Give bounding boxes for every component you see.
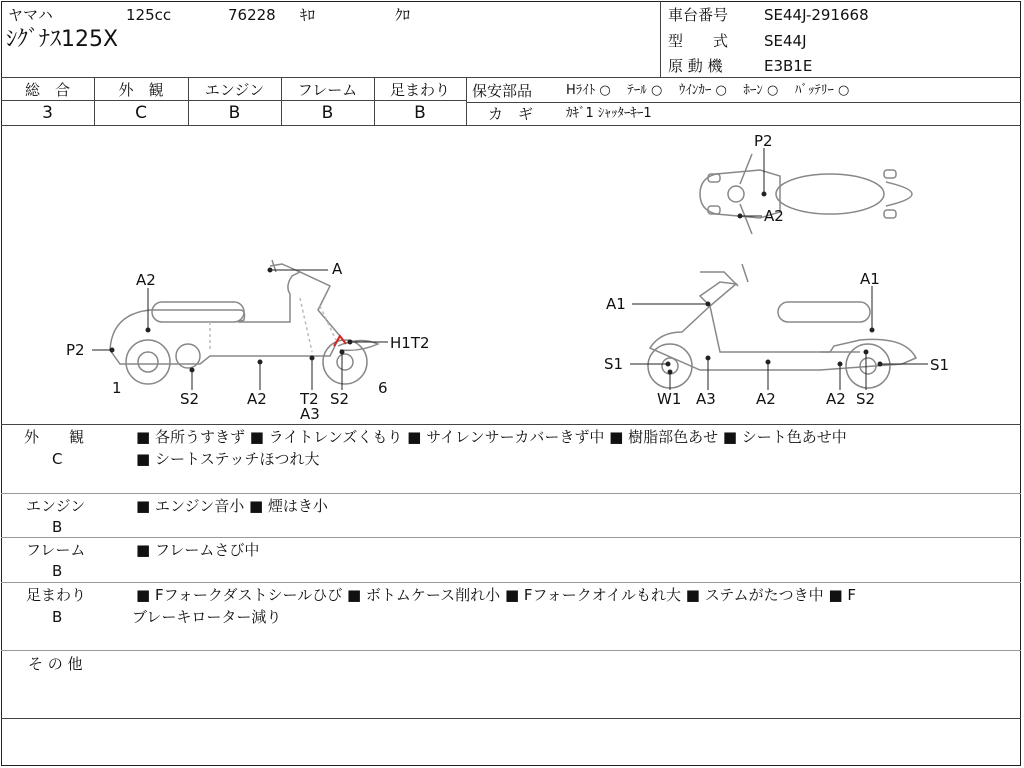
comment-engine-grade: B	[52, 518, 63, 536]
label-s1-right-a: S1	[604, 355, 624, 373]
mileage: 76228	[228, 6, 276, 24]
divider	[466, 77, 467, 125]
comment-exterior-grade: C	[52, 450, 63, 468]
label-a2-right-b: A2	[826, 390, 846, 408]
comment-suspension-line1: ■ Fフォークダストシールひび ■ ボトムケース削れ小 ■ Fフォークオイルもれ大 ■ ステムがたつき中 ■ F	[136, 586, 857, 604]
comment-exterior-line1: ■ 各所うすきず ■ ライトレンズくもり ■ サイレンサーカバーきず中 ■ 樹脂部色あせ ■ シート色あせ中	[136, 428, 847, 446]
displacement: 125cc	[126, 6, 172, 24]
label-s2-right: S2	[856, 390, 876, 408]
grade-total-label: 総 合	[24, 81, 70, 99]
comment-suspension-line2: ブレーキローター減り	[132, 608, 282, 626]
label-a3-left: A3	[300, 405, 320, 423]
label-a-left: A	[332, 260, 343, 278]
mileage-unit: ｷﾛ	[300, 6, 316, 24]
label-h1t2-left: H1T2	[390, 334, 430, 352]
label-a2-left-top: A2	[136, 271, 156, 289]
grade-engine-label: エンジン	[204, 81, 265, 99]
divider	[1, 77, 1021, 78]
label-a2-right-a: A2	[756, 390, 776, 408]
key-label: カ ギ	[488, 105, 534, 123]
label-a2-top: A2	[764, 207, 784, 225]
divider	[1, 582, 1021, 583]
grade-suspension-value: B	[414, 103, 426, 123]
divider	[1, 424, 1021, 425]
chassis-value: SE44J-291668	[764, 6, 869, 24]
grade-exterior-value: C	[135, 103, 147, 123]
divider	[466, 102, 1021, 103]
color: ｸﾛ	[395, 6, 411, 24]
comment-engine-line1: ■ エンジン音小 ■ 煙はき小	[136, 497, 328, 515]
label-s1-right-b: S1	[930, 356, 950, 374]
comment-suspension-grade: B	[52, 608, 63, 626]
top-view-scooter	[700, 154, 912, 234]
safety-item-battery: ﾊﾞｯﾃﾘｰ ○	[794, 83, 850, 98]
comment-frame-grade: B	[52, 562, 63, 580]
grade-frame-label: フレーム	[297, 81, 358, 99]
divider	[1, 493, 1021, 494]
grade-exterior-label: 外 観	[118, 81, 164, 99]
type-value: SE44J	[764, 32, 807, 50]
safety-item-tail: ﾃｰﾙ ○	[627, 83, 663, 98]
safety-item-horn: ﾎｰﾝ ○	[743, 83, 779, 98]
safety-label: 保安部品	[472, 82, 533, 100]
vehicle-diagram	[0, 126, 1024, 424]
divider	[1, 650, 1021, 651]
chassis-label: 車台番号	[668, 6, 729, 24]
key-value: ｶｷﾞ1 ｼｬｯﾀｰｷｰ1	[566, 106, 652, 121]
comment-suspension-label: 足まわり	[26, 586, 87, 604]
label-w1-right: W1	[657, 390, 682, 408]
grade-engine-value: B	[228, 103, 241, 123]
label-a1-right-b: A1	[860, 270, 880, 288]
model-name: ｼｸﾞﾅｽ125X	[6, 27, 119, 52]
label-s2-left-a: S2	[180, 390, 200, 408]
label-t2-left: T2	[300, 390, 319, 408]
maker: ヤマハ	[8, 6, 53, 24]
safety-item-winker: ｳｲﾝｶｰ ○	[678, 83, 727, 98]
label-6-left: 6	[378, 379, 388, 397]
safety-items	[566, 82, 849, 100]
divider	[1, 718, 1021, 719]
label-1-left: 1	[112, 379, 122, 397]
comment-exterior-label: 外 観	[24, 428, 85, 446]
header-divider	[660, 1, 661, 77]
engine-model-label: 原 動 機	[668, 57, 723, 75]
comment-engine-label: エンジン	[26, 497, 86, 515]
comment-other-label: そ の 他	[28, 655, 83, 673]
comment-frame-label: フレーム	[26, 541, 86, 559]
divider	[1, 100, 466, 101]
divider	[1, 537, 1021, 538]
grade-suspension-label: 足まわり	[389, 81, 450, 99]
safety-item-headlight: Hﾗｲﾄ ○	[566, 83, 611, 98]
label-a2-left-b: A2	[247, 390, 267, 408]
label-p2-left: P2	[66, 341, 85, 359]
label-a1-right-a: A1	[606, 295, 626, 313]
label-s2-left-b: S2	[330, 390, 350, 408]
label-a3-right: A3	[696, 390, 716, 408]
grade-frame-value: B	[321, 103, 334, 123]
comment-exterior-line2: ■ シートステッチほつれ大	[136, 450, 320, 468]
grade-total-value: 3	[42, 103, 53, 123]
label-p2-top: P2	[754, 132, 773, 150]
type-label: 型 式	[668, 32, 729, 50]
engine-model-value: E3B1E	[764, 57, 813, 75]
comment-frame-line1: ■ フレームさび中	[136, 541, 260, 559]
